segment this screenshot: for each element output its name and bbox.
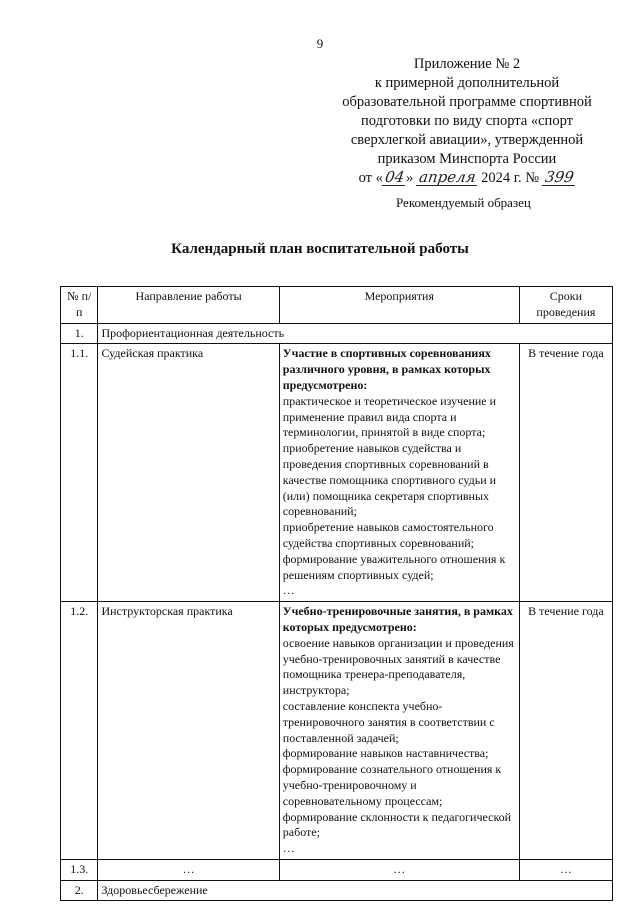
- section-label: Здоровьесбережение: [98, 880, 613, 901]
- row-direction: Судейская практика: [98, 344, 279, 602]
- section-row: [61, 880, 613, 901]
- appendix-line: подготовки по виду спорта «спорт: [361, 113, 573, 129]
- table-row: [61, 344, 613, 602]
- header-terms: Сроки проведения: [519, 287, 612, 324]
- date-mid: »: [406, 170, 414, 186]
- event-item: …: [282, 583, 295, 598]
- recommended-sample-label: Рекомендуемый образец: [396, 195, 531, 210]
- appendix-line: сверхлегкой авиации», утвержденной: [350, 132, 584, 148]
- event-item: формирование навыков наставничества;: [282, 746, 489, 761]
- events-heading: Учебно-тренировочные занятия, в рамках которых предусмотрено:: [282, 604, 513, 634]
- event-item: практическое и теоретическое изучение и применение правил вида спорта и терминологии, принятой в виде спорта;: [282, 393, 497, 440]
- event-item: формирование уважительного отношения к решениям спортивных судей;: [282, 551, 506, 582]
- event-item: составление конспекта учебно-тренировочного занятия в соответствии с поставленной задачей;: [282, 698, 495, 745]
- row-direction: …: [98, 859, 279, 880]
- table-row: [61, 602, 613, 860]
- row-terms: В течение года: [519, 344, 612, 602]
- row-direction: Инструкторская практика: [98, 602, 279, 860]
- row-num: 1.1.: [61, 344, 98, 602]
- row-num: 1.3.: [61, 859, 98, 880]
- row-events: …: [279, 859, 519, 880]
- handwritten-day: 04: [383, 168, 406, 186]
- table-header-row: [61, 287, 613, 324]
- header-num: № п/п: [61, 287, 98, 324]
- row-events: [279, 344, 519, 602]
- appendix-header: [322, 55, 612, 188]
- plan-table: [60, 286, 613, 901]
- row-terms: …: [519, 859, 612, 880]
- section-row: [61, 323, 613, 344]
- appendix-line: образовательной программе спортивной: [342, 94, 592, 110]
- event-item: …: [282, 841, 295, 856]
- handwritten-order-number: 399: [543, 168, 575, 186]
- event-item: формирование сознательного отношения к учебно-тренировочному и соревновательному процессам;: [282, 762, 502, 808]
- row-events: [279, 602, 519, 860]
- appendix-line: Приложение № 2: [413, 56, 521, 72]
- handwritten-month: апреля: [417, 168, 477, 186]
- header-direction: Направление работы: [98, 287, 279, 324]
- appendix-line: к примерной дополнительной: [374, 75, 560, 91]
- event-item: приобретение навыков судейства и проведения спортивных соревнований в качестве помощника спортивного судьи и (или) помощника секретаря спортивных соревнований;: [282, 441, 497, 519]
- appendix-line: приказом Минспорта России: [377, 151, 557, 167]
- date-prefix: от «: [358, 170, 383, 186]
- document-title: Календарный план воспитательной работы: [171, 241, 469, 257]
- section-num: 2.: [61, 880, 98, 901]
- event-item: приобретение навыков самостоятельного судейства спортивных соревнований;: [282, 520, 494, 550]
- section-num: 1.: [61, 323, 98, 344]
- date-year: 2024 г. №: [481, 170, 540, 186]
- section-label: Профориентационная деятельность: [98, 323, 613, 344]
- page-number: 9: [316, 36, 324, 51]
- event-item: формирование склонности к педагогической работе;: [282, 809, 512, 840]
- table-row: [61, 859, 613, 880]
- row-num: 1.2.: [61, 602, 98, 860]
- event-item: освоение навыков организации и проведения учебно-тренировочных занятий в качестве помощника тренера-преподавателя, инструктора;: [282, 635, 514, 698]
- row-terms: В течение года: [519, 602, 612, 860]
- header-events: Мероприятия: [279, 287, 519, 324]
- events-heading: Участие в спортивных соревнованиях различного уровня, в рамках которых предусмотрено:: [282, 346, 491, 392]
- order-date-line: [322, 169, 612, 188]
